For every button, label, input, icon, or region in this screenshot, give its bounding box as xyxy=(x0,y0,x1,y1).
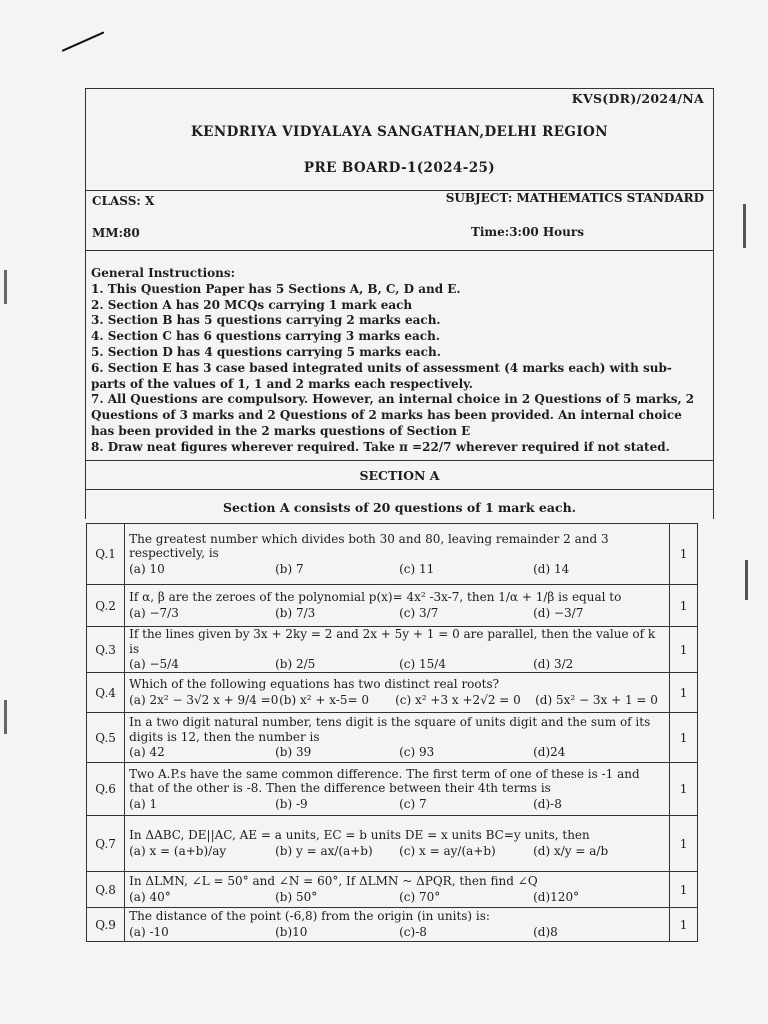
section-title: SECTION A xyxy=(359,468,440,483)
question-marks: 1 xyxy=(670,872,698,908)
question-marks: 1 xyxy=(670,627,698,673)
organisation-title: KENDRIYA VIDYALAYA SANGATHAN,DELHI REGION xyxy=(191,124,608,140)
option: (a) −5/4 xyxy=(129,657,179,671)
instruction-item: 2. Section A has 20 MCQs carrying 1 mark each xyxy=(91,297,413,312)
question-number: Q.1 xyxy=(87,524,125,585)
option: (b) 7/3 xyxy=(275,605,316,620)
question-number: Q.9 xyxy=(87,908,125,942)
question-text: The distance of the point (-6,8) from the origin (in units) is: xyxy=(129,909,490,924)
option: (a) −7/3 xyxy=(129,605,179,620)
section-subtitle: Section A consists of 20 questions of 1 mark each. xyxy=(222,500,577,515)
option: (c) 15/4 xyxy=(399,657,446,671)
option: (b) 2/5 xyxy=(275,657,316,671)
divider xyxy=(85,460,714,461)
question-number: Q.3 xyxy=(87,627,125,673)
question-text: Which of the following equations has two distinct real roots? xyxy=(129,677,500,692)
option: (a) 42 xyxy=(129,745,165,759)
time-label: Time:3:00 Hours xyxy=(470,225,584,239)
question-text: In ΔLMN, ∠L = 50° and ∠N = 60°, If ΔLMN ~ ΔPQR, then find ∠Q xyxy=(129,874,538,889)
option: (d)-8 xyxy=(533,796,562,811)
option: (d)24 xyxy=(533,745,566,759)
question-number: Q.5 xyxy=(87,713,125,763)
option: (a) 2x² − 3√2 x + 9/4 =0 xyxy=(129,692,279,707)
instruction-item: 7. All Questions are compulsory. However, an internal choice in 2 Questions of 5 marks, 2 Questions of 3 marks and 2 Questions of 2 marks has been provided. An internal choice has been provided in the 2 marks questions of Section E xyxy=(91,392,695,438)
table-row xyxy=(87,627,698,673)
question-marks: 1 xyxy=(670,713,698,763)
exam-title: PRE BOARD-1(2024-25) xyxy=(303,160,496,176)
question-text: In a two digit natural number, tens digit is the square of units digit and the sum of its digits is 12, then the number is xyxy=(129,715,651,744)
option: (b) 7 xyxy=(275,561,304,576)
option: (d) 5x² − 3x + 1 = 0 xyxy=(535,692,658,707)
option: (d) x/y = a/b xyxy=(533,843,609,858)
option: (c) 3/7 xyxy=(399,605,439,620)
question-marks: 1 xyxy=(670,908,698,942)
instruction-item: 8. Draw neat figures wherever required. Take π =22/7 wherever required if not stated. xyxy=(91,439,670,454)
option: (c) 70° xyxy=(399,889,441,904)
option: (d)8 xyxy=(533,924,558,939)
question-number: Q.7 xyxy=(87,816,125,872)
scan-edge-mark xyxy=(745,560,748,600)
question-text: If α, β are the zeroes of the polynomial p(x)= 4x² -3x-7, then 1/α + 1/β is equal to xyxy=(129,590,622,605)
option: (c) x = ay/(a+b) xyxy=(399,843,496,858)
option: (b)10 xyxy=(275,924,308,939)
table-row xyxy=(87,763,698,816)
questions-table xyxy=(86,523,698,942)
question-text: In ΔABC, DE||AC, AE = a units, EC = b units DE = x units BC=y units, then xyxy=(129,828,590,843)
divider xyxy=(85,250,714,251)
option: (c) 93 xyxy=(399,745,435,759)
option: (d) −3/7 xyxy=(533,605,584,620)
scan-edge-mark xyxy=(743,204,746,248)
table-row xyxy=(87,816,698,872)
instruction-item: 4. Section C has 6 questions carrying 3 marks each. xyxy=(91,329,441,344)
question-text: Two A.P.s have the same common difference. The first term of one of these is -1 and that of the other is -8. Then the difference between their 4th terms is xyxy=(129,766,640,795)
instructions-heading: General Instructions: xyxy=(91,266,236,280)
instruction-item: 3. Section B has 5 questions carrying 2 marks each. xyxy=(91,313,441,328)
scan-edge-mark xyxy=(4,700,7,734)
instruction-item: 6. Section E has 3 case based integrated units of assessment (4 marks each) with sub- parts of the values of 1, 1 and 2 marks each respectively. xyxy=(91,360,672,391)
question-number: Q.6 xyxy=(87,763,125,816)
table-row xyxy=(87,713,698,763)
option: (b) -9 xyxy=(275,796,308,811)
option: (c) 7 xyxy=(399,796,427,811)
question-marks: 1 xyxy=(670,763,698,816)
option: (c)-8 xyxy=(399,924,427,939)
table-row xyxy=(87,524,698,585)
option: (b) y = ax/(a+b) xyxy=(275,843,373,858)
option: (a) 1 xyxy=(129,796,158,811)
table-row xyxy=(87,585,698,627)
instruction-item: 5. Section D has 4 questions carrying 5 marks each. xyxy=(91,344,441,359)
question-marks: 1 xyxy=(670,524,698,585)
option: (b) x² + x-5= 0 xyxy=(279,692,369,707)
question-number: Q.2 xyxy=(87,585,125,627)
subject-label: SUBJECT: MATHEMATICS STANDARD xyxy=(445,191,704,205)
general-instructions xyxy=(91,266,709,456)
question-marks: 1 xyxy=(670,816,698,872)
option: (a) 10 xyxy=(129,561,165,576)
option: (c) x² +3 x +2√2 = 0 xyxy=(395,692,521,707)
option: (d)120° xyxy=(533,889,580,904)
table-row xyxy=(87,872,698,908)
question-marks: 1 xyxy=(670,673,698,713)
question-number: Q.4 xyxy=(87,673,125,713)
table-row xyxy=(87,673,698,713)
question-text: If the lines given by 3x + 2ky = 2 and 2x + 5y + 1 = 0 are parallel, then the value of k is xyxy=(129,627,656,656)
question-text: The greatest number which divides both 30 and 80, leaving remainder 2 and 3 respectively, is xyxy=(129,531,609,560)
option: (c) 11 xyxy=(399,561,435,576)
paper-code: KVS(DR)/2024/NA xyxy=(571,91,704,106)
scan-edge-mark xyxy=(4,270,7,304)
instruction-item: 1. This Question Paper has 5 Sections A, B, C, D and E. xyxy=(91,281,461,296)
max-marks-label: MM:80 xyxy=(92,226,140,240)
question-number: Q.8 xyxy=(87,872,125,908)
option: (d) 3/2 xyxy=(533,657,574,671)
option: (a) x = (a+b)/ay xyxy=(129,843,227,858)
option: (b) 50° xyxy=(275,889,318,904)
option: (d) 14 xyxy=(533,561,570,576)
divider xyxy=(85,489,714,490)
option: (a) 40° xyxy=(129,889,171,904)
table-row xyxy=(87,908,698,942)
question-marks: 1 xyxy=(670,585,698,627)
option: (a) -10 xyxy=(129,924,169,939)
option: (b) 39 xyxy=(275,745,312,759)
class-label: CLASS: X xyxy=(92,194,155,208)
